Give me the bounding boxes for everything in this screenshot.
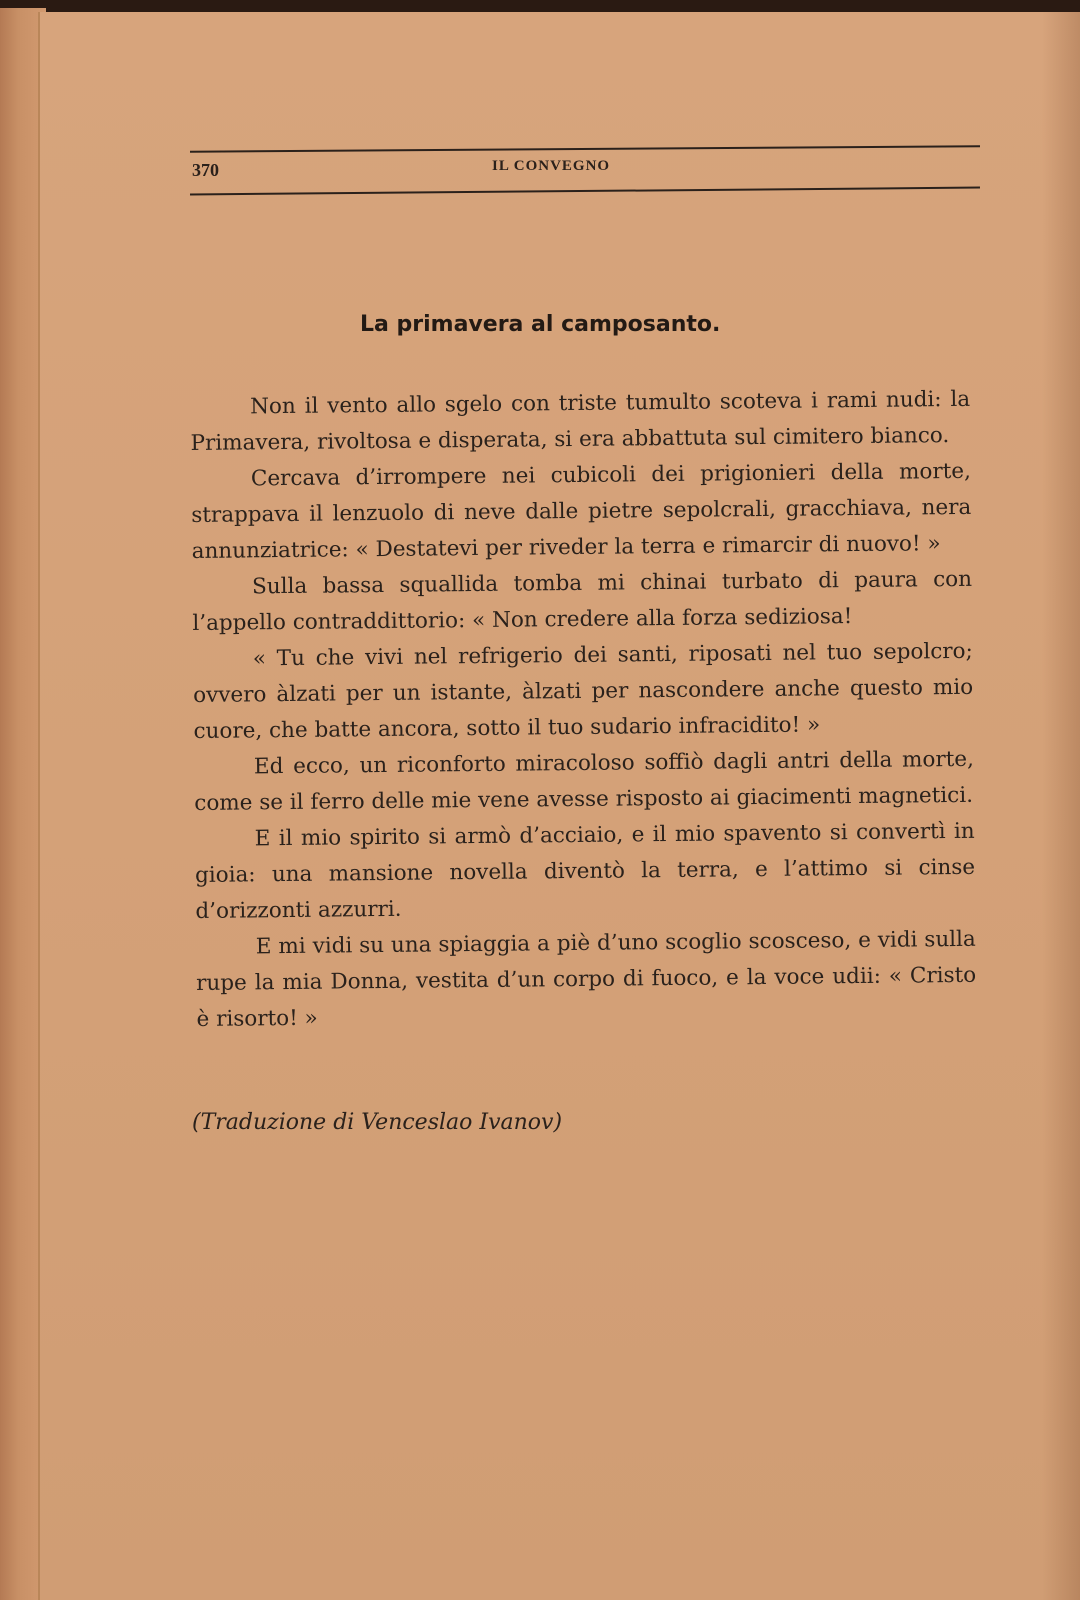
paragraph: E mi vidi su una spiaggia a piè d’uno scoglio scosceso, e vidi sulla rupe la mia Donna, vestita d’un corpo di fuoco, e la voce udii: « Cristo è risorto! »	[196, 926, 977, 1032]
page-number: 370	[192, 160, 219, 180]
translation-credit: (Traduzione di Venceslao Ivanov)	[192, 1110, 563, 1135]
article-title: La primavera al camposanto.	[360, 312, 721, 337]
paragraph: « Tu che vivi nel refrigerio dei santi, riposati nel tuo sepolcro; ovvero àlzati per un istante, àlzati per nascondere anche questo mio cuore, che batte ancora, sotto il tuo sudario infracidito! »	[193, 638, 974, 744]
running-head: IL CONVEGNO	[492, 158, 611, 174]
paragraph: Cercava d’irrompere nei cubicoli dei prigionieri della morte, strappava il lenzuolo di neve dalle pietre sepolcrali, gracchiava, nera annunziatrice: « Destatevi per riveder la terra e rimarcir di nuovo! »	[191, 458, 972, 564]
article-body	[190, 382, 977, 1038]
page-shadow	[1042, 12, 1080, 1600]
paragraph: E il mio spirito si armò d’acciaio, e il mio spavento si convertì in gioia: una mansione novella diventò la terra, e l’attimo si cinse d’orizzonti azzurri.	[194, 818, 976, 924]
paragraph: Non il vento allo sgelo con triste tumulto scoteva i rami nudi: la Primavera, rivoltosa e disperata, si era abbattuta sul cimitero bianco.	[190, 386, 971, 456]
paragraph: Ed ecco, un riconforto miracoloso soffiò dagli antri della morte, come se il ferro delle mie vene avesse risposto ai giacimenti magnetici.	[194, 746, 975, 816]
paragraph: Sulla bassa squallida tomba mi chinai turbato di paura con l’appello contraddittorio: « Non credere alla forza sediziosa!	[192, 566, 973, 636]
